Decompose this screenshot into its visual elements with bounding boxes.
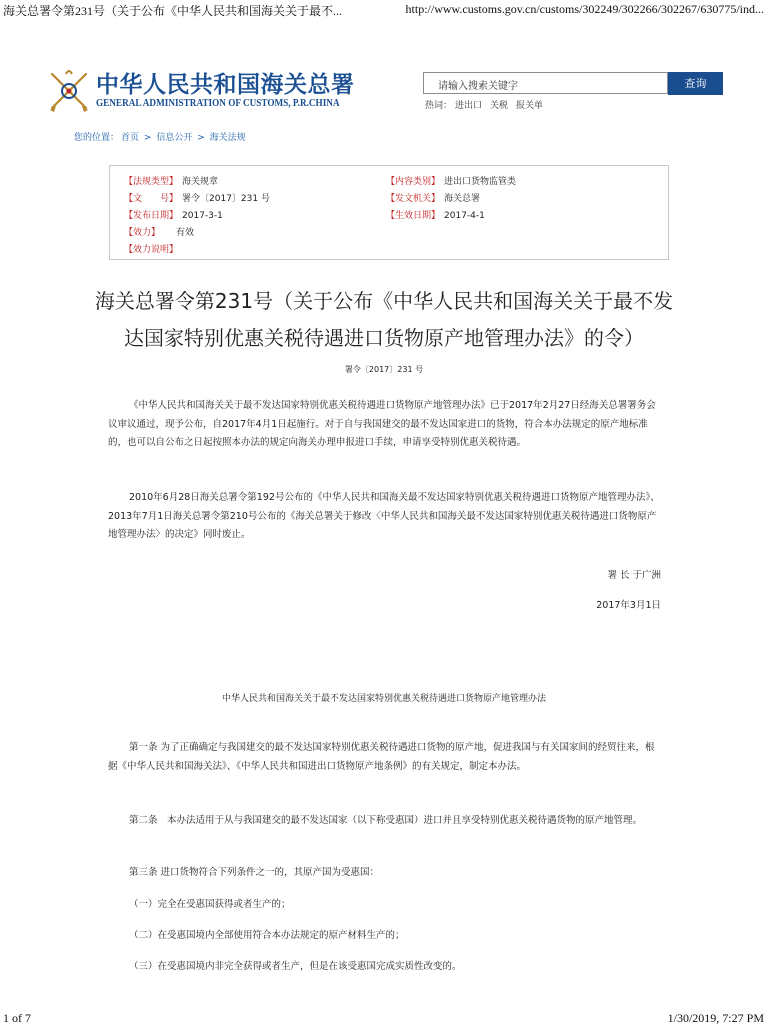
paragraph: 2010年6月28日海关总署令第192号公布的《中华人民共和国海关最不发达国家特别优惠关税待遇进口货物原产地管理办法》、2013年7月1日海关总署令第210号公布的《海关总署关于修改〈中华人民共和国海关最不发达国家特别优惠关税待遇进口货物原产地管理办法〉的决定》同时废止。: [108, 492, 660, 540]
article-1: 第一条 为了正确确定与我国建交的最不发达国家特别优惠关税待遇进口货物的原产地，促进我国与有关国家间的经贸往来，根据《中华人民共和国海关法》、《中华人民共和国进出口货物原产地条例》的有关规定，制定本办法。: [108, 742, 655, 772]
print-header: [0, 0, 770, 18]
site-logo[interactable]: [46, 66, 355, 116]
document-title-line2: 达国家特别优惠关税待遇进口货物原产地管理办法》的令）: [124, 326, 644, 350]
meta-row: [124, 208, 223, 221]
breadcrumb-item-home[interactable]: 首页: [121, 133, 140, 143]
meta-value: 有效: [176, 228, 195, 238]
meta-value: 海关总署: [444, 194, 481, 204]
article-3-item-1: （一）完全在受惠国获得或者生产的；: [129, 899, 291, 910]
meta-key: 【效力说明】: [124, 245, 179, 255]
hot-words: [425, 98, 551, 111]
breadcrumb: [74, 130, 248, 143]
document-title-line1: 海关总署令第231号（关于公布《中华人民共和国海关关于最不发: [94, 289, 674, 313]
print-footer-page: 1 of 7: [3, 1011, 31, 1025]
metadata-panel: [109, 165, 669, 260]
meta-key: 【发文机关】: [386, 194, 441, 204]
paragraph: 《中华人民共和国海关关于最不发达国家特别优惠关税待遇进口货物原产地管理办法》已于2017年2月27日经海关总署署务会议审议通过，现予公布，自2017年4月1日起施行。对于自与我国建交的最不发达国家进口的货物，符合本办法规定的原产地标准的，也可以自公布之日起按照本办法的规定向海关办理申报进口手续，申请享受特别优惠关税待遇。: [108, 400, 656, 448]
meta-key: 【文 号】: [124, 194, 179, 204]
regulation-title: 中华人民共和国海关关于最不发达国家特别优惠关税待遇进口货物原产地管理办法: [221, 694, 546, 704]
breadcrumb-item-regulations[interactable]: 海关法规: [209, 133, 246, 143]
meta-row: [124, 174, 218, 187]
hot-word-link[interactable]: 报关单: [516, 101, 544, 111]
breadcrumb-prefix: 您的位置：: [74, 133, 120, 143]
meta-value: 署令〔2017〕231 号: [182, 194, 270, 204]
article-3-item-3: （三）在受惠国境内非完全获得或者生产，但是在该受惠国完成实质性改变的。: [129, 961, 462, 972]
meta-key: 【发布日期】: [124, 211, 179, 221]
meta-key: 【生效日期】: [386, 211, 441, 221]
meta-row: [124, 225, 194, 238]
customs-emblem-icon: [46, 68, 92, 114]
meta-value: 2017-3-1: [182, 211, 223, 221]
meta-key: 【效力】: [124, 228, 161, 238]
signing-date: 2017年3月1日: [596, 600, 661, 611]
article-3: 第三条 进口货物符合下列条件之一的，其原产国为受惠国：: [129, 867, 380, 878]
search-button[interactable]: 查询: [668, 72, 723, 95]
search-placeholder: 请输入搜索关键字: [438, 81, 518, 92]
article-2: 第二条 本办法适用于从与我国建交的最不发达国家（以下称受惠国）进口并且享受特别优惠关税待遇货物的原产地管理。: [129, 815, 643, 826]
breadcrumb-separator: >: [143, 133, 152, 143]
meta-key: 【内容类别】: [386, 177, 441, 187]
search-input[interactable]: [423, 72, 668, 94]
meta-key: 【法规类型】: [124, 177, 179, 187]
breadcrumb-separator: >: [197, 133, 205, 143]
hot-word-link[interactable]: 进出口: [455, 101, 483, 111]
signer: 署 长 于广洲: [607, 570, 661, 581]
document-number: 署令〔2017〕231 号: [344, 365, 424, 374]
meta-row: [386, 174, 516, 187]
print-header-title: 海关总署令第231号（关于公布《中华人民共和国海关关于最不...: [3, 4, 343, 18]
logo-name-en: GENERAL ADMINISTRATION OF CUSTOMS, P.R.CHINA: [96, 98, 340, 109]
breadcrumb-item-info[interactable]: 信息公开: [156, 133, 193, 143]
meta-row: [386, 208, 485, 221]
article-3-item-2: （二）在受惠国境内全部使用符合本办法规定的原产材料生产的；: [129, 930, 405, 941]
hot-word-link[interactable]: 关税: [490, 101, 509, 111]
print-footer-datetime: 1/30/2019, 7:27 PM: [667, 1011, 764, 1025]
logo-name-cn: 中华人民共和国海关总署: [96, 72, 355, 98]
meta-row: [124, 242, 182, 255]
hot-words-label: 热词：: [425, 101, 453, 111]
meta-value: 2017-4-1: [444, 211, 485, 221]
meta-row: [124, 191, 270, 204]
print-header-url: http://www.customs.gov.cn/customs/302249/302266/302267/630775/ind...: [405, 2, 764, 16]
meta-row: [386, 191, 480, 204]
meta-value: 进出口货物监管类: [444, 177, 517, 187]
meta-value: 海关规章: [182, 177, 219, 187]
